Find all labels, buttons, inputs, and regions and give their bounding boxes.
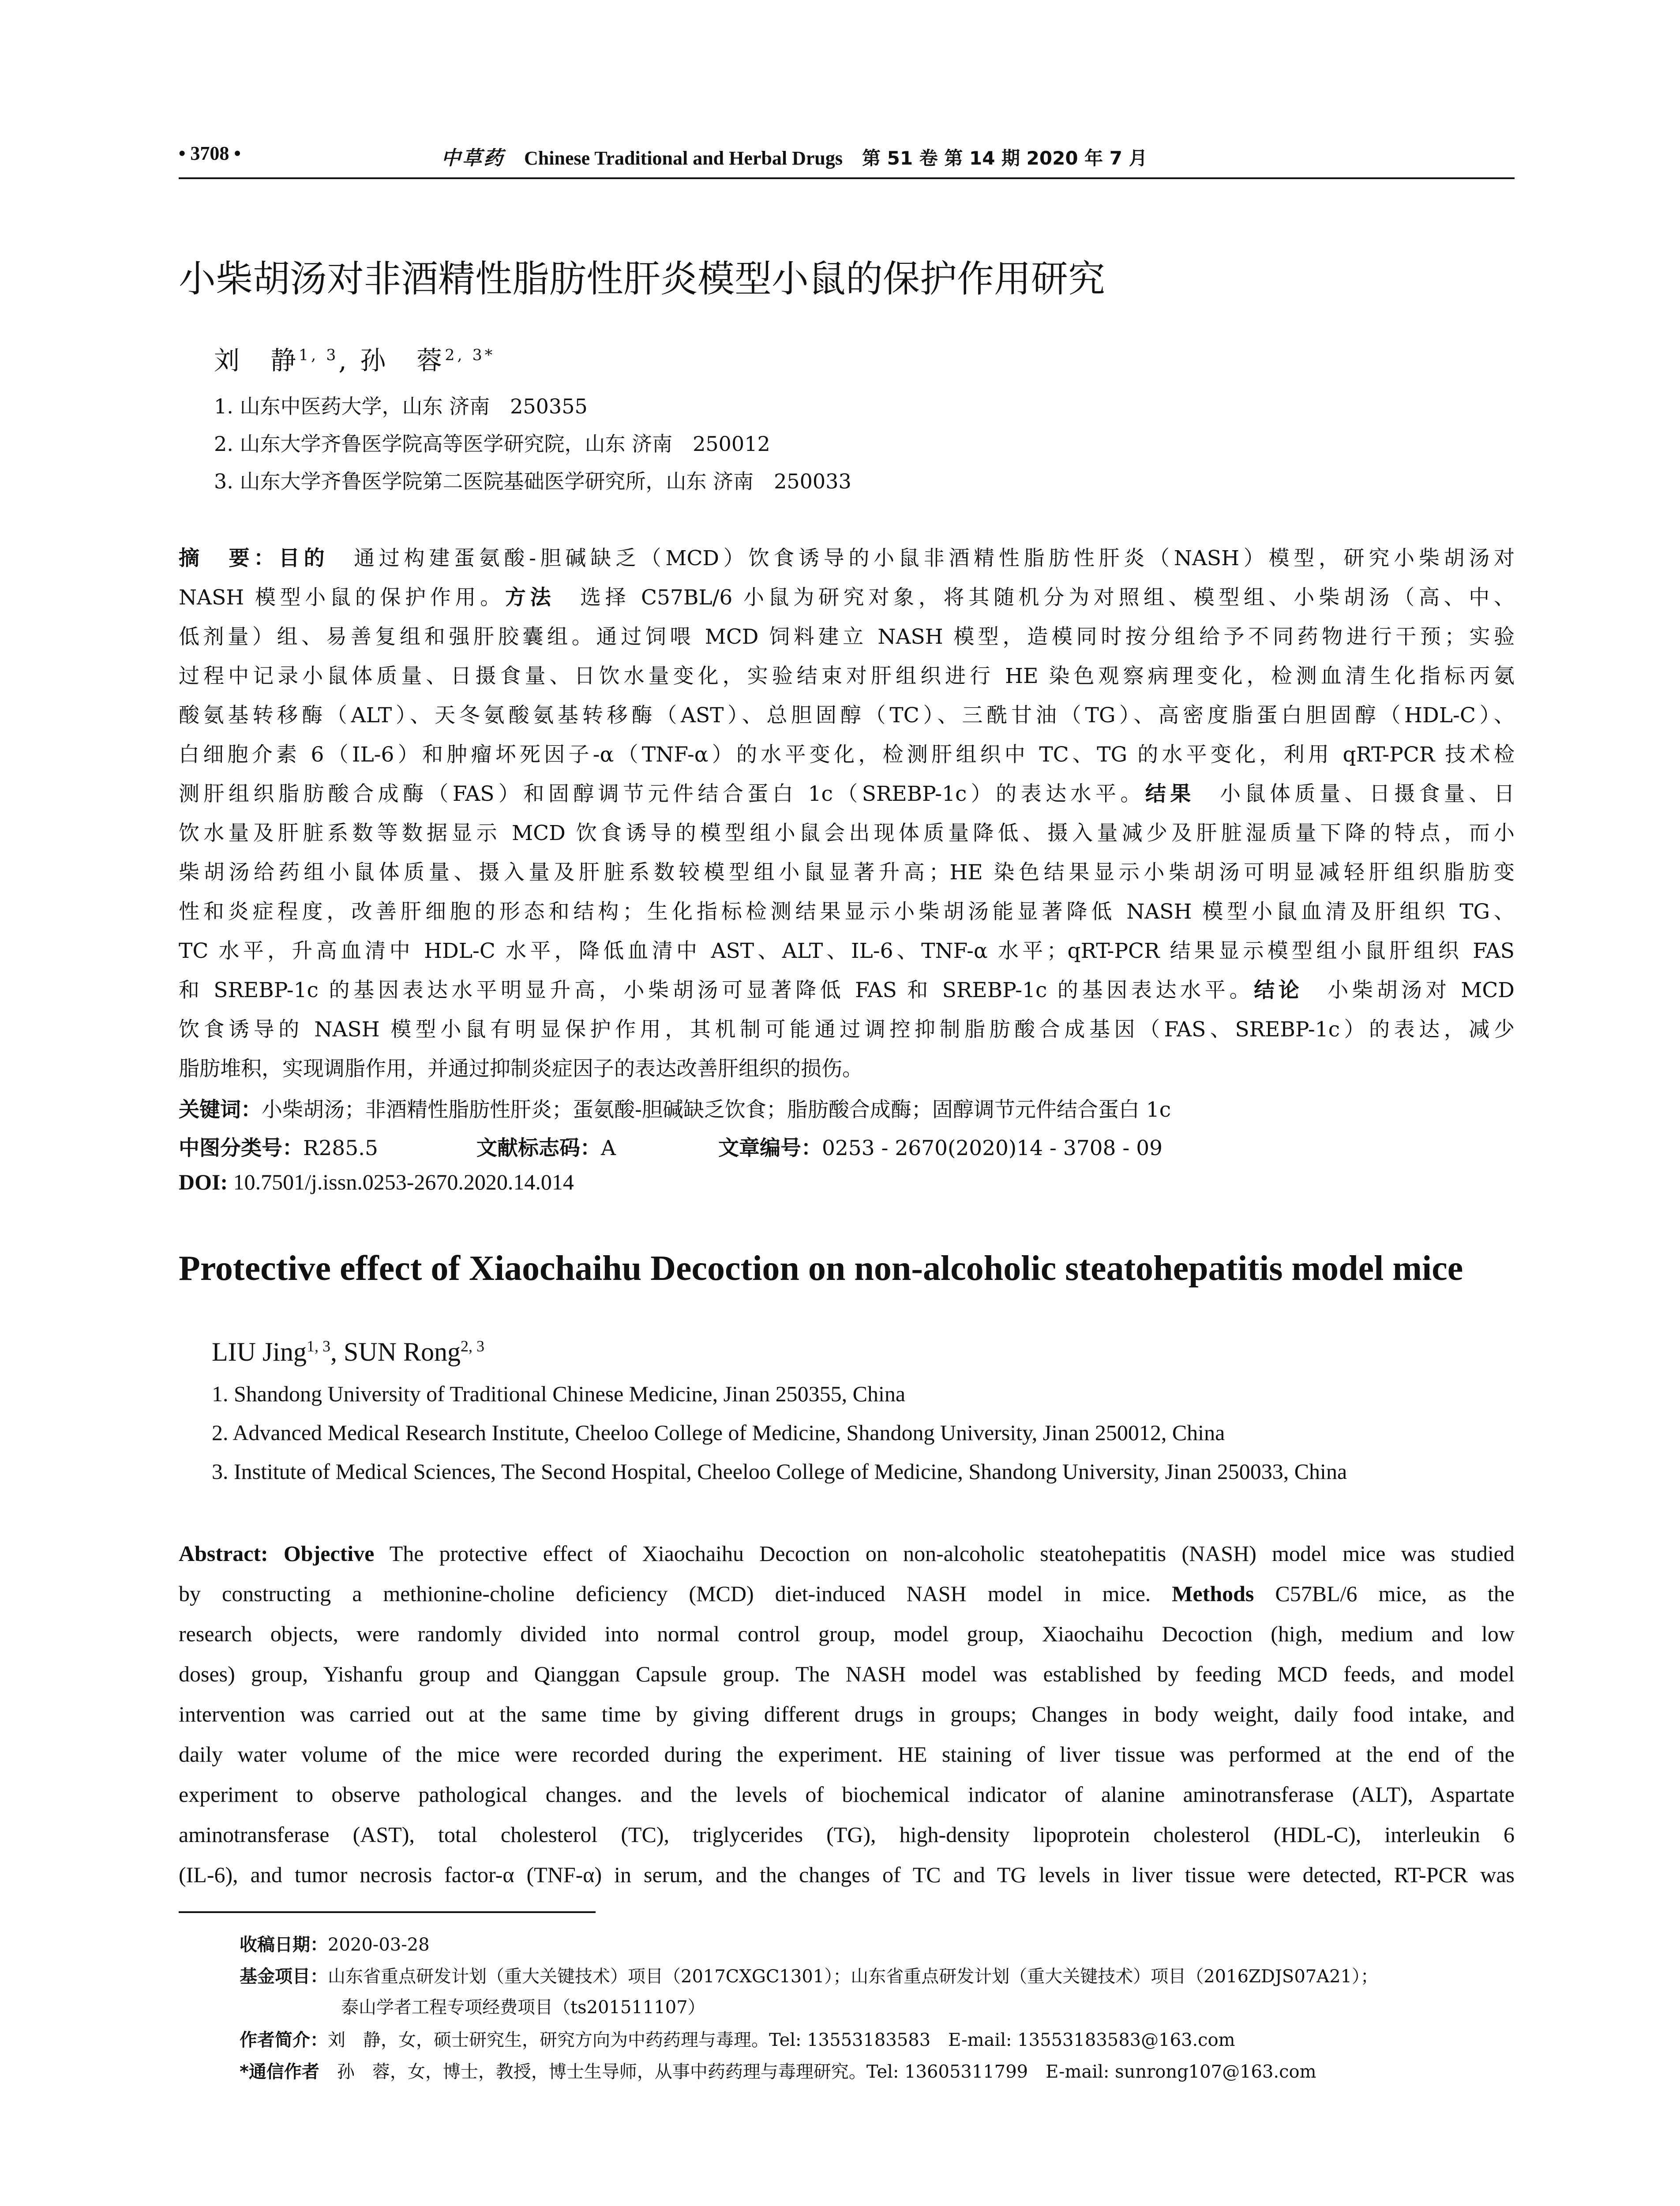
abstract-cn-line [179,578,1515,617]
abstract-cn-line [179,539,1515,578]
abstract-cn-label: 摘 要： [179,546,279,570]
abstract-cn-text: 测肝组织脂肪酸合成酶（FAS）和固醇调节元件结合蛋白 1c（SREBP-1c）的表达水平。 [179,782,1145,806]
abstract-cn-line: 低剂量）组、易善复组和强肝胶囊组。通过饲喂 MCD 饲料建立 NASH 模型，造模同时按分组给予不同药物进行干预；实验 [179,625,1515,649]
affiliation-en-3: 3. Institute of Medical Sciences, The Second Hospital, Cheeloo College of Medicine, Shandong University, Jinan 250033, China [212,1459,1347,1484]
fund-info [240,1962,1378,1988]
keywords-text: 小柴胡汤；非酒精性脂肪性肝炎；蛋氨酸-胆碱缺乏饮食；脂肪酸合成酶；固醇调节元件结合蛋白 1c [262,1098,1171,1122]
abstract-cn-line: 白细胞介素 6（IL-6）和肿瘤坏死因子-α（TNF-α）的水平变化，检测肝组织中 TC、TG 的水平变化，利用 qRT-PCR 技术检 [179,743,1515,767]
abstract-cn-text: 小柴胡汤对 MCD [1303,978,1515,1002]
received-date [240,1931,430,1956]
author-1-en-affil: 1, 3 [306,1337,330,1355]
abstract-cn-line: 性和炎症程度，改善肝细胞的形态和结构；生化指标检测结果显示小柴胡汤能显著降低 NASH 模型小鼠血清及肝组织 TG、 [179,900,1515,924]
conclusion-label-cn: 结论 [1254,978,1303,1002]
corresponding-author [240,2058,1316,2083]
affiliation-en-2: 2. Advanced Medical Research Institute, Cheeloo College of Medicine, Shandong University, Jinan 250012, China [212,1420,1225,1445]
author-separator-en: , [330,1337,344,1366]
abstract-en-line: aminotransferase (AST), total cholesterol (TC), triglycerides (TG), high-density lipoprotein cholesterol (HDL-C), interleukin 6 [179,1822,1515,1847]
journal-issue: 第 51 卷 第 14 期 2020 年 7 月 [862,147,1148,169]
abstract-cn-line: TC 水平，升高血清中 HDL-C 水平，降低血清中 AST、ALT、IL-6、TNF-α 水平；qRT-PCR 结果显示模型组小鼠肝组织 FAS [179,939,1515,963]
abstract-cn-text: 选择 C57BL/6 小鼠为研究对象，将其随机分为对照组、模型组、小柴胡汤（高、中、 [555,585,1515,610]
abstract-cn-line [179,774,1515,814]
abstract-en-text: The protective effect of Xiaochaihu Decoction on non-alcoholic steatohepatitis (NASH) model mice was studied [374,1541,1515,1566]
article-no-value: 0253 - 2670(2020)14 - 3708 - 09 [822,1136,1163,1160]
abstract-cn-line: 柴胡汤给药组小鼠体质量、摄入量及肝脏系数较模型组小鼠显著升高；HE 染色结果显示小柴胡汤可明显减轻肝组织脂肪变 [179,860,1515,885]
abstract-cn-line: 酸氨基转移酶（ALT）、天冬氨酸氨基转移酶（AST）、总胆固醇（TC）、三酰甘油（TG）、高密度脂蛋白胆固醇（HDL-C）、 [179,703,1515,728]
received-label: 收稿日期： [240,1935,328,1955]
abstract-cn [179,539,1515,1088]
running-header [441,142,1148,170]
document-code [476,1132,616,1161]
affiliation-en-1: 1. Shandong University of Traditional Chinese Medicine, Jinan 250355, China [212,1381,906,1406]
fund-label: 基金项目： [240,1966,328,1987]
abstract-en-line: research objects, were randomly divided into normal control group, model group, Xiaochaihu Decoction (high, medium and low [179,1621,1515,1646]
article-number [718,1132,1162,1161]
fund-line-2: 泰山学者工程专项经费项目（ts201511107） [341,1997,705,2018]
abstract-cn-text: 小鼠体质量、日摄食量、日 [1195,782,1515,806]
keywords-label: 关键词： [179,1098,262,1122]
abstract-cn-line: 脂肪堆积，实现调脂作用，并通过抑制炎症因子的表达改善肝组织的损伤。 [179,1057,863,1081]
journal-name-en: Chinese Traditional and Herbal Drugs [524,147,843,169]
affiliation-cn-1: 1. 山东中医药大学，山东 济南 250355 [214,394,588,418]
abstract-en-text: by constructing a methionine-choline deficiency (MCD) diet-induced NASH model in mice. [179,1581,1172,1606]
doc-code-label: 文献标志码： [476,1136,601,1160]
author-bio-label: 作者简介： [240,2030,328,2050]
abstract-cn-text: 通过构建蛋氨酸-胆碱缺乏（MCD）饮食诱导的小鼠非酒精性脂肪性肝炎（NASH）模型，研究小柴胡汤对 [329,546,1515,570]
footnote-rule [179,1911,596,1913]
author-bio-value: 刘 静，女，硕士研究生，研究方向为中药药理与毒理。Tel: 13553183583 E-mail: 13553183583@163.com [328,2030,1235,2050]
fund-line-1: 山东省重点研发计划（重大关键技术）项目（2017CXGC1301）；山东省重点研发计划（重大关键技术）项目（2016ZDJS07A21）； [328,1966,1379,1987]
abstract-en-line: (IL-6), and tumor necrosis factor-α (TNF-α) in serum, and the changes of TC and TG levels in liver tissue were detected, RT-PCR was [179,1862,1515,1887]
title-en: Protective effect of Xiaochaihu Decoction on non-alcoholic steatohepatitis model mice [179,1249,1463,1288]
clc-value: R285.5 [303,1136,378,1160]
doi-line [179,1169,574,1195]
article-no-label: 文章编号： [718,1136,822,1160]
author-1-cn-affil: 1, 3 [299,346,339,364]
objective-label-cn: 目的 [278,546,329,570]
doi-label: DOI: [179,1170,228,1194]
abstract-cn-line: 饮水量及肝脏系数等数据显示 MCD 饮食诱导的模型组小鼠会出现体质量降低、摄入量减少及肝脏湿质量下降的特点，而小 [179,821,1515,845]
abstract-en-line [179,1574,1515,1614]
abstract-cn-line: 过程中记录小鼠体质量、日摄食量、日饮水量变化，实验结束对肝组织进行 HE 染色观察病理变化，检测血清生化指标丙氨 [179,664,1515,688]
affiliation-cn-3: 3. 山东大学齐鲁医学院第二医院基础医学研究所，山东 济南 250033 [214,469,851,493]
author-separator-cn: , [338,345,360,375]
authors-en [212,1337,484,1367]
abstract-en-line: intervention was carried out at the same time by giving different drugs in groups; Changes in body weight, daily food intake, and [179,1702,1515,1726]
authors-cn [214,340,495,377]
abstract-en [179,1534,1515,1895]
author-bio [240,2026,1235,2051]
doc-code-value: A [601,1136,616,1160]
author-2-en-affil: 2, 3 [461,1337,485,1355]
abstract-en-text: C57BL/6 mice, as the [1254,1581,1515,1606]
author-2-en: SUN Rong [343,1337,461,1366]
corresponding-label: *通信作者 [240,2062,319,2082]
title-cn: 小柴胡汤对非酒精性脂肪性肝炎模型小鼠的保护作用研究 [179,257,1106,300]
abstract-en-line: doses) group, Yishanfu group and Qianggan Capsule group. The NASH model was established by feeding MCD feeds, and model [179,1662,1515,1686]
abstract-en-label: Abstract: Objective [179,1541,375,1566]
author-1-cn: 刘 静 [214,345,299,375]
author-2-cn: 孙 蓉 [360,345,445,375]
classification-line [179,1132,378,1161]
corresponding-value: 孙 蓉，女，博士，教授，博士生导师，从事中药药理与毒理研究。Tel: 13605311799 E-mail: sunrong107@163.com [319,2062,1316,2082]
abstract-en-line: daily water volume of the mice were recorded during the experiment. HE staining of liver tissue was performed at the end of the [179,1742,1515,1767]
keywords-cn [179,1093,1171,1123]
author-2-cn-affil: 2, 3* [445,346,495,364]
abstract-cn-line [179,971,1515,1010]
abstract-cn-line: 饮食诱导的 NASH 模型小鼠有明显保护作用，其机制可能通过调控抑制脂肪酸合成基因（FAS、SREBP-1c）的表达，减少 [179,1017,1515,1042]
clc-label: 中图分类号： [179,1136,303,1160]
header-rule [179,177,1515,179]
journal-name-cn: 中草药 [441,147,505,169]
affiliation-cn-2: 2. 山东大学齐鲁医学院高等医学研究院，山东 济南 250012 [214,432,770,456]
abstract-cn-text: 和 SREBP-1c 的基因表达水平明显升高，小柴胡汤可显著降低 FAS 和 SREBP-1c 的基因表达水平。 [179,978,1254,1002]
abstract-en-line: experiment to observe pathological changes. and the levels of biochemical indicator of alanine aminotransferase (ALT), Aspartate [179,1782,1515,1807]
received-value: 2020-03-28 [328,1935,430,1955]
results-label-cn: 结果 [1145,782,1195,806]
abstract-cn-text: NASH 模型小鼠的保护作用。 [179,585,505,610]
author-1-en: LIU Jing [212,1337,307,1366]
page-number: • 3708 • [179,143,241,164]
methods-label-cn: 方法 [505,585,555,610]
methods-label-en: Methods [1172,1581,1254,1606]
doi-value: 10.7501/j.issn.0253-2670.2020.14.014 [228,1170,574,1194]
abstract-en-line [179,1534,1515,1574]
